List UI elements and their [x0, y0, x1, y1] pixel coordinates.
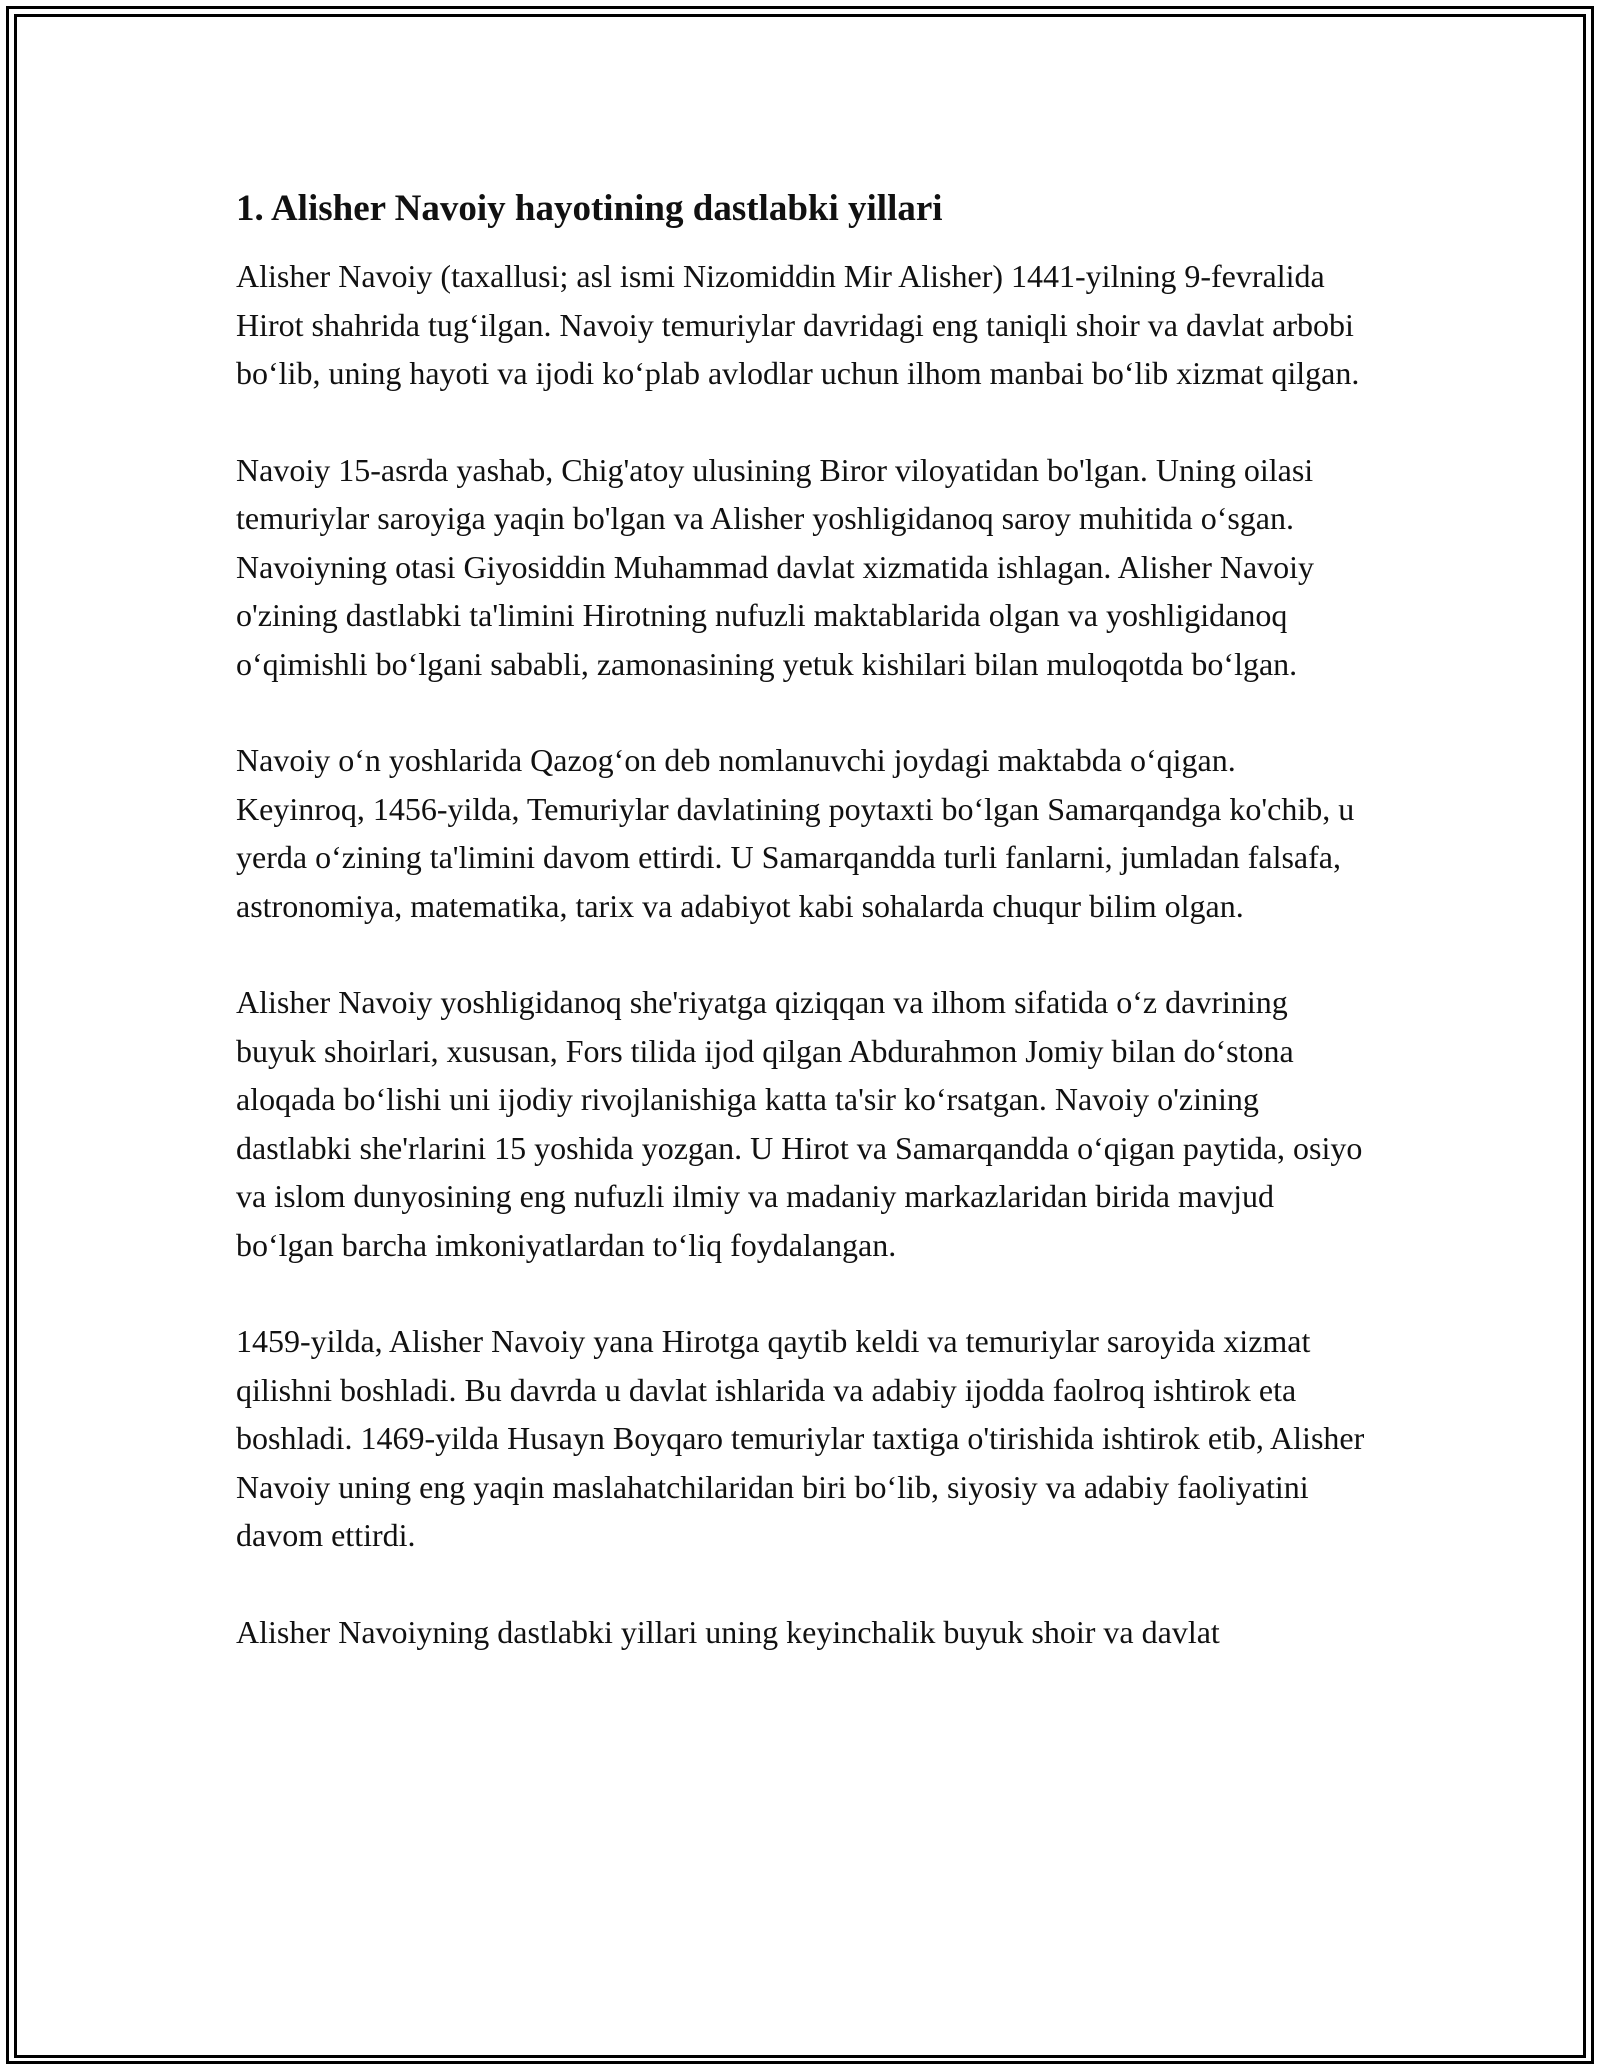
document-body: [236, 186, 1366, 1704]
paragraph-education: Navoiy o‘n yoshlarida Qazog‘on deb nomlanuvchi joydagi maktabda o‘qigan. Keyinroq, 1456-yilda, Temuriylar davlatining poytaxti bo‘lgan Samarqandga ko'chib, u yerda o‘zining ta'limini davom ettirdi. U Samarqandda turli fanlarni, jumladan falsafa, astronomiya, matematika, tarix va adabiyot kabi sohalarda chuqur bilim olgan.: [236, 742, 1355, 924]
paragraph-court-service: 1459-yilda, Alisher Navoiy yana Hirotga qaytib keldi va temuriylar saroyida xizmat qilishni boshladi. Bu davrda u davlat ishlarida va adabiy ijodda faolroq ishtirok eta boshladi. 1469-yilda Husayn Boyqaro temuriylar taxtiga o'tirishida ishtirok etib, Alisher Navoiy uning eng yaqin maslahatchilaridan biri bo‘lib, siyosiy va adabiy faoliyatini davom ettirdi.: [236, 1323, 1365, 1553]
section-heading: 1. Alisher Navoiy hayotining dastlabki yillari: [236, 188, 943, 229]
paragraph-poetry: Alisher Navoiy yoshligidanoq she'riyatga qiziqqan va ilhom sifatida o‘z davrining buyuk shoirlari, xususan, Fors tilida ijod qilgan Abdurahmon Jomiy bilan do‘stona aloqada bo‘lishi uni ijodiy rivojlanishiga katta ta'sir ko‘rsatgan. Navoiy o'zining dastlabki she'rlarini 15 yoshida yozgan. U Hirot va Samarqandda o‘qigan paytida, osiyo va islom dunyosining eng nufuzli ilmiy va madaniy markazlaridan birida mavjud bo‘lgan barcha imkoniyatlardan to‘liq foydalangan.: [236, 984, 1363, 1263]
paragraph-conclusion: Alisher Navoiyning dastlabki yillari uning keyinchalik buyuk shoir va davlat: [236, 1613, 1220, 1650]
paragraph-family: Navoiy 15-asrda yashab, Chig'atoy ulusining Biror viloyatidan bo'lgan. Uning oilasi temuriylar saroyiga yaqin bo'lgan va Alisher yoshligidanoq saroy muhitida o‘sgan. Navoiyning otasi Giyosiddin Muhammad davlat xizmatida ishlagan. Alisher Navoiy o'zining dastlabki ta'limini Hirotning nufuzli maktablarida olgan va yoshligidanoq o‘qimishli bo‘lgani sababli, zamonasining yetuk kishilari bilan muloqotda bo‘lgan.: [236, 451, 1315, 682]
paragraph-birth: Alisher Navoiy (taxallusi; asl ismi Nizomiddin Mir Alisher) 1441-yilning 9-fevralida Hirot shahrida tug‘ilgan. Navoiy temuriylar davridagi eng taniqli shoir va davlat arbobi bo‘lib, uning hayoti va ijodi ko‘plab avlodlar uchun ilhom manbai bo‘lib xizmat qilgan.: [236, 258, 1360, 391]
